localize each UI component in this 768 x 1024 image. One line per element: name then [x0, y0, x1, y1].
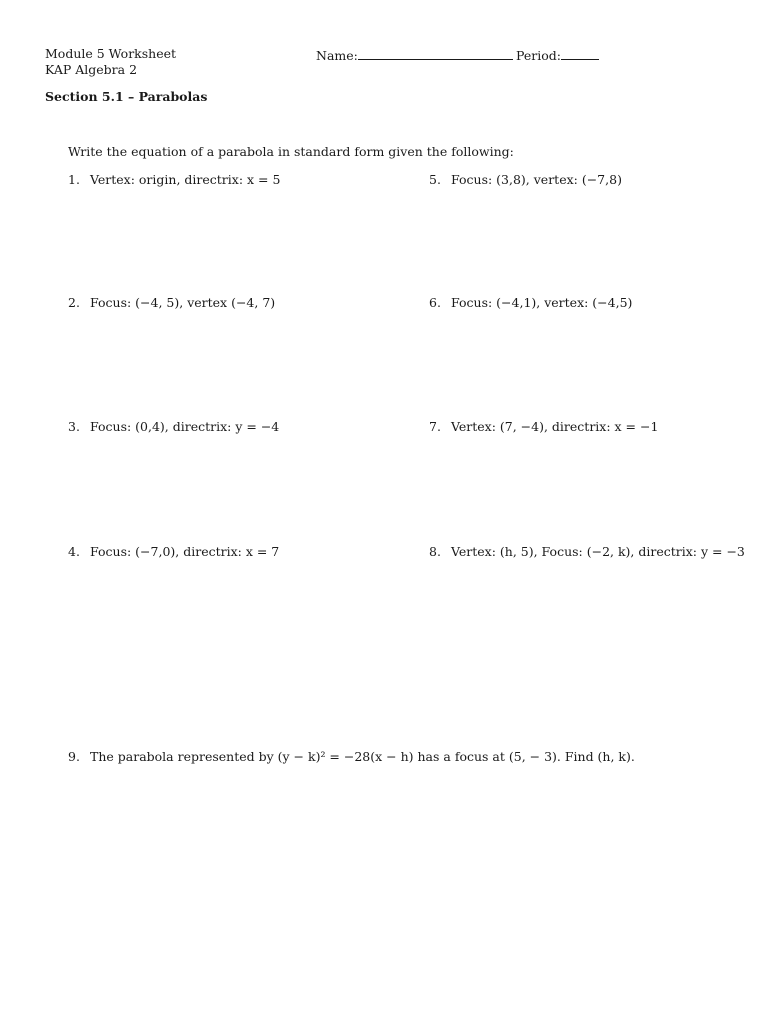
question-number: 9.	[68, 749, 80, 764]
question-number: 3.	[68, 419, 80, 434]
period-blank[interactable]	[561, 48, 599, 60]
question-text: Focus: (0,4), directrix: y = −4	[90, 419, 280, 434]
question-number: 4.	[68, 544, 80, 559]
question-number: 5.	[429, 172, 441, 187]
question-8	[429, 546, 745, 559]
question-1	[68, 174, 280, 187]
period-label: Period:	[516, 48, 561, 63]
question-text: Vertex: (h, 5), Focus: (−2, k), directrix: y = −3	[451, 544, 745, 559]
section-title: Section 5.1 – Parabolas	[45, 89, 208, 104]
question-7	[429, 421, 658, 434]
period-field-group	[516, 48, 599, 63]
instruction-text: Write the equation of a parabola in standard form given the following:	[68, 144, 514, 159]
question-text: Focus: (−4,1), vertex: (−4,5)	[451, 295, 633, 310]
name-blank[interactable]	[358, 48, 513, 60]
question-text: Vertex: origin, directrix: x = 5	[90, 172, 281, 187]
question-number: 7.	[429, 419, 441, 434]
question-4	[68, 546, 279, 559]
course-title: KAP Algebra 2	[45, 62, 138, 77]
question-6	[429, 297, 632, 310]
question-number: 2.	[68, 295, 80, 310]
question-9	[68, 751, 635, 764]
question-number: 8.	[429, 544, 441, 559]
question-number: 1.	[68, 172, 80, 187]
question-text: The parabola represented by (y − k)² = −28(x − h) has a focus at (5, − 3). Find (h, k).	[90, 749, 635, 764]
question-text: Focus: (3,8), vertex: (−7,8)	[451, 172, 622, 187]
question-text: Focus: (−7,0), directrix: x = 7	[90, 544, 280, 559]
module-title: Module 5 Worksheet	[45, 46, 177, 61]
name-field-group	[316, 48, 513, 63]
question-3	[68, 421, 279, 434]
name-label: Name:	[316, 48, 358, 63]
question-2	[68, 297, 275, 310]
question-text: Focus: (−4, 5), vertex (−4, 7)	[90, 295, 276, 310]
question-text: Vertex: (7, −4), directrix: x = −1	[451, 419, 659, 434]
question-5	[429, 174, 622, 187]
question-number: 6.	[429, 295, 441, 310]
